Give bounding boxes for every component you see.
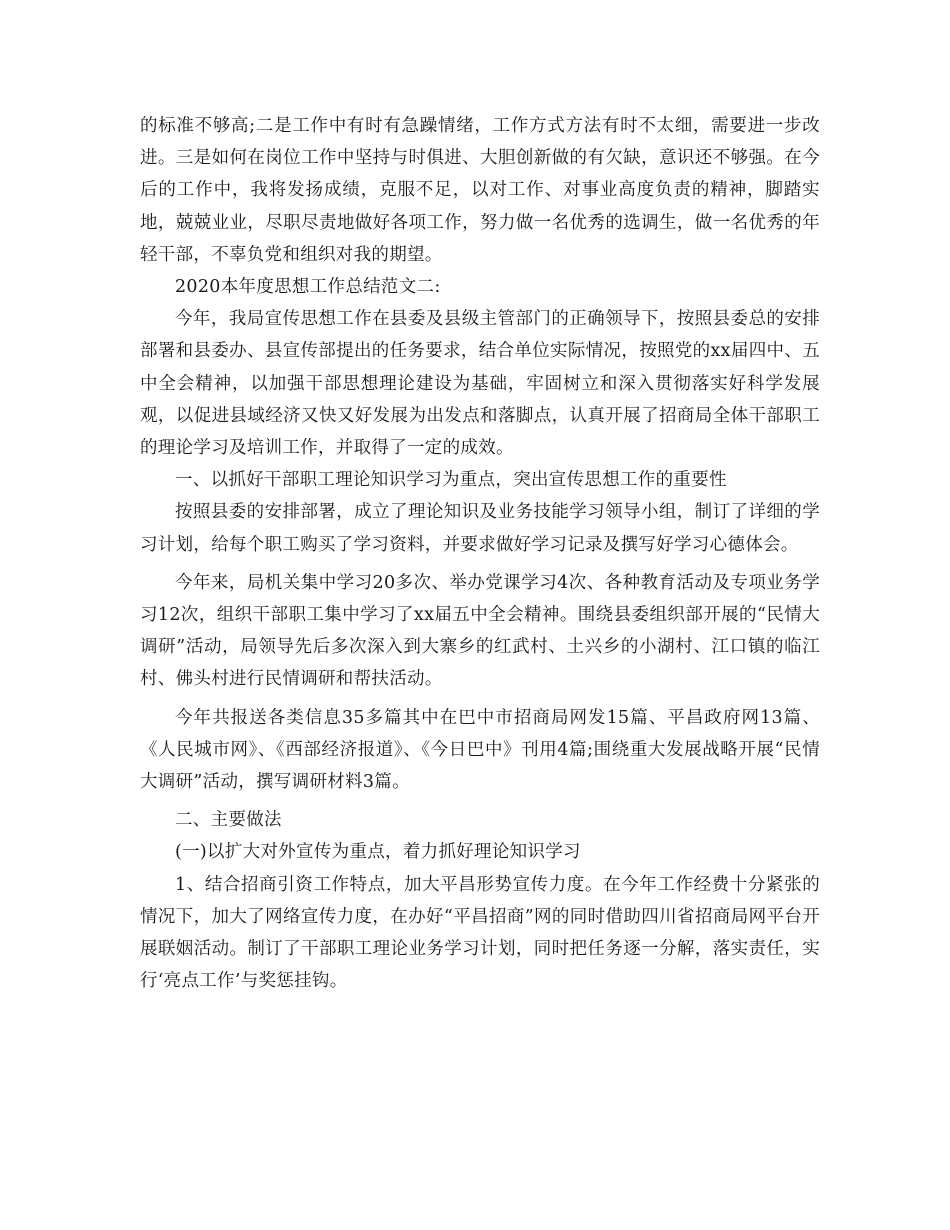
paragraph-1: 的标准不够高;二是工作中有时有急躁情绪，工作方式方法有时不太细，需要进一步改进。三是如何在岗位工作中坚持与时俱进、大胆创新做的有欠缺，意识还不够强。在今后的工作中，我将发扬成绩，克服不足，以对工作、对事业高度负责的精神，脚踏实地，兢兢业业，尽职尽责地做好各项工作，努力做一名优秀的选调生，做一名优秀的年轻干部，不辜负党和组织对我的期望。 bbox=[140, 116, 820, 265]
paragraph-6: 今年来，局机关集中学习20多次、举办党课学习4次、各种教育活动及专项业务学习12次，组织干部职工集中学习了xx届五中全会精神。围绕县委组织部开展的“民情大调研”活动，局领导先后多次深入到大寨乡的红武村、土兴乡的小湖村、江口镇的临江村、佛头村进行民情调研和帮扶活动。 bbox=[140, 572, 820, 690]
paragraph-5: 按照县委的安排部署，成立了理论知识及业务技能学习领导小组，制订了详细的学习计划，给每个职工购买了学习资料，并要求做好学习记录及撰写好学习心德体会。 bbox=[140, 502, 820, 555]
paragraph-10: 1、结合招商引资工作特点，加大平昌形势宣传力度。在今年工作经费十分紧张的情况下，加大了网络宣传力度，在办好“平昌招商”网的同时借助四川省招商局网平台开展联姻活动。制订了干部职工理论业务学习计划，同时把任务逐一分解，落实责任，实行‘亮点工作’与奖惩挂钩。 bbox=[140, 874, 820, 992]
paragraph-3: 今年，我局宣传思想工作在县委及县级主管部门的正确领导下，按照县委总的安排部署和县委办、县宣传部提出的任务要求，结合单位实际情况，按照党的xx届四中、五中全会精神，以加强干部思想理论建设为基础，牢固树立和深入贯彻落实好科学发展观，以促进县域经济又快又好发展为出发点和落脚点，认真开展了招商局全体干部职工的理论学习及培训工作，并取得了一定的成效。 bbox=[140, 309, 820, 459]
paragraph-9: (一)以扩大对外宣传为重点，着力抓好理论知识学习 bbox=[175, 842, 581, 863]
paragraph-8: 二、主要做法 bbox=[175, 810, 282, 831]
paragraph-7: 今年共报送各类信息35多篇其中在巴中市招商局网发15篇、平昌政府网13篇、《人民城市网》、《西部经济报道》、《今日巴中》刊用4篇;围绕重大发展战略开展“民情大调研”活动，撰写调研材料3篇。 bbox=[140, 707, 820, 793]
document-page bbox=[140, 110, 820, 997]
paragraph-4: 一、以抓好干部职工理论知识学习为重点，突出宣传思想工作的重要性 bbox=[175, 470, 727, 491]
paragraph-2: 2020本年度思想工作总结范文二: bbox=[175, 277, 441, 298]
